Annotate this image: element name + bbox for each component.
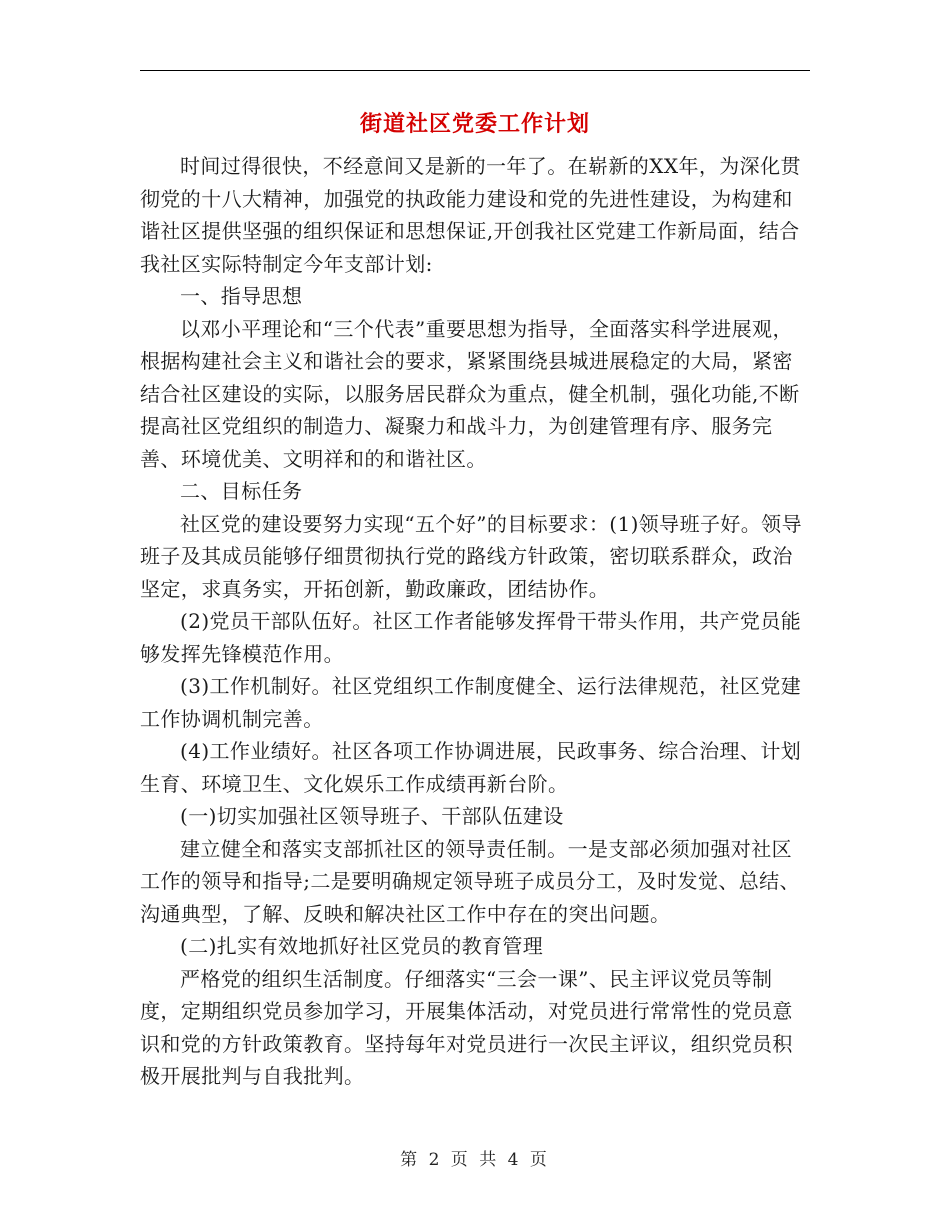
paragraph-goal-3: (3)工作机制好。社区党组织工作制度健全、运行法律规范，社区党建工作协调机制完善。: [140, 674, 802, 731]
paragraph-education: 严格党的组织生活制度。仔细落实“三会一课”、民主评议党员等制度，定期组织党员参加学习，开展集体活动，对党员进行常常性的党员意识和党的方针政策教育。坚持每年对党员进行一次民主评议，组织党员积极开展批判与自我批判。: [140, 966, 793, 1088]
subheading-leadership: (一)切实加强社区领导班子、干部队伍建设: [180, 804, 564, 828]
page-footer: 第 2 页 共 4 页: [400, 1150, 550, 1170]
document-body: [140, 150, 812, 1093]
heading-guiding-ideology: 一、指导思想: [180, 284, 303, 308]
heading-targets: 二、目标任务: [180, 479, 303, 503]
document-title: 街道社区党委工作计划: [359, 111, 590, 137]
paragraph-five-goods: 社区党的建设要努力实现“五个好”的目标要求：(1)领导班子好。领导班子及其成员能够仔细贯彻执行党的路线方针政策，密切联系群众，政治坚定，求真务实，开拓创新，勤政廉政，团结协作。: [140, 511, 802, 601]
paragraph-goal-4: (4)工作业绩好。社区各项工作协调进展，民政事务、综合治理、计划生育、环境卫生、文化娱乐工作成绩再新台阶。: [140, 739, 802, 796]
header-rule: [140, 70, 810, 71]
paragraph-intro: 时间过得很快，不经意间又是新的一年了。在崭新的XX年，为深化贯彻党的十八大精神，加强党的执政能力建设和党的先进性建设，为构建和谐社区提供坚强的组织保证和思想保证,开创我社区党建工作新局面，结合我社区实际特制定今年支部计划:: [140, 154, 801, 276]
subheading-education: (二)扎实有效地抓好社区党员的教育管理: [180, 934, 544, 958]
paragraph-guiding-ideology: 以邓小平理论和“三个代表”重要思想为指导，全面落实科学进展观，根据构建社会主义和谐社会的要求，紧紧围绕县城进展稳定的大局，紧密结合社区建设的实际，以服务居民群众为重点，健全机制，强化功能,不断提高社区党组织的制造力、凝聚力和战斗力，为创建管理有序、服务完善、环境优美、文明祥和的和谐社区。: [140, 316, 800, 471]
paragraph-goal-2: (2)党员干部队伍好。社区工作者能够发挥骨干带头作用，共产党员能够发挥先锋模范作用。: [140, 609, 802, 666]
paragraph-leadership: 建立健全和落实支部抓社区的领导责任制。一是支部必须加强对社区工作的领导和指导;二是要明确规定领导班子成员分工，及时发觉、总结、沟通典型，了解、反映和解决社区工作中存在的突出问题。: [140, 836, 800, 926]
